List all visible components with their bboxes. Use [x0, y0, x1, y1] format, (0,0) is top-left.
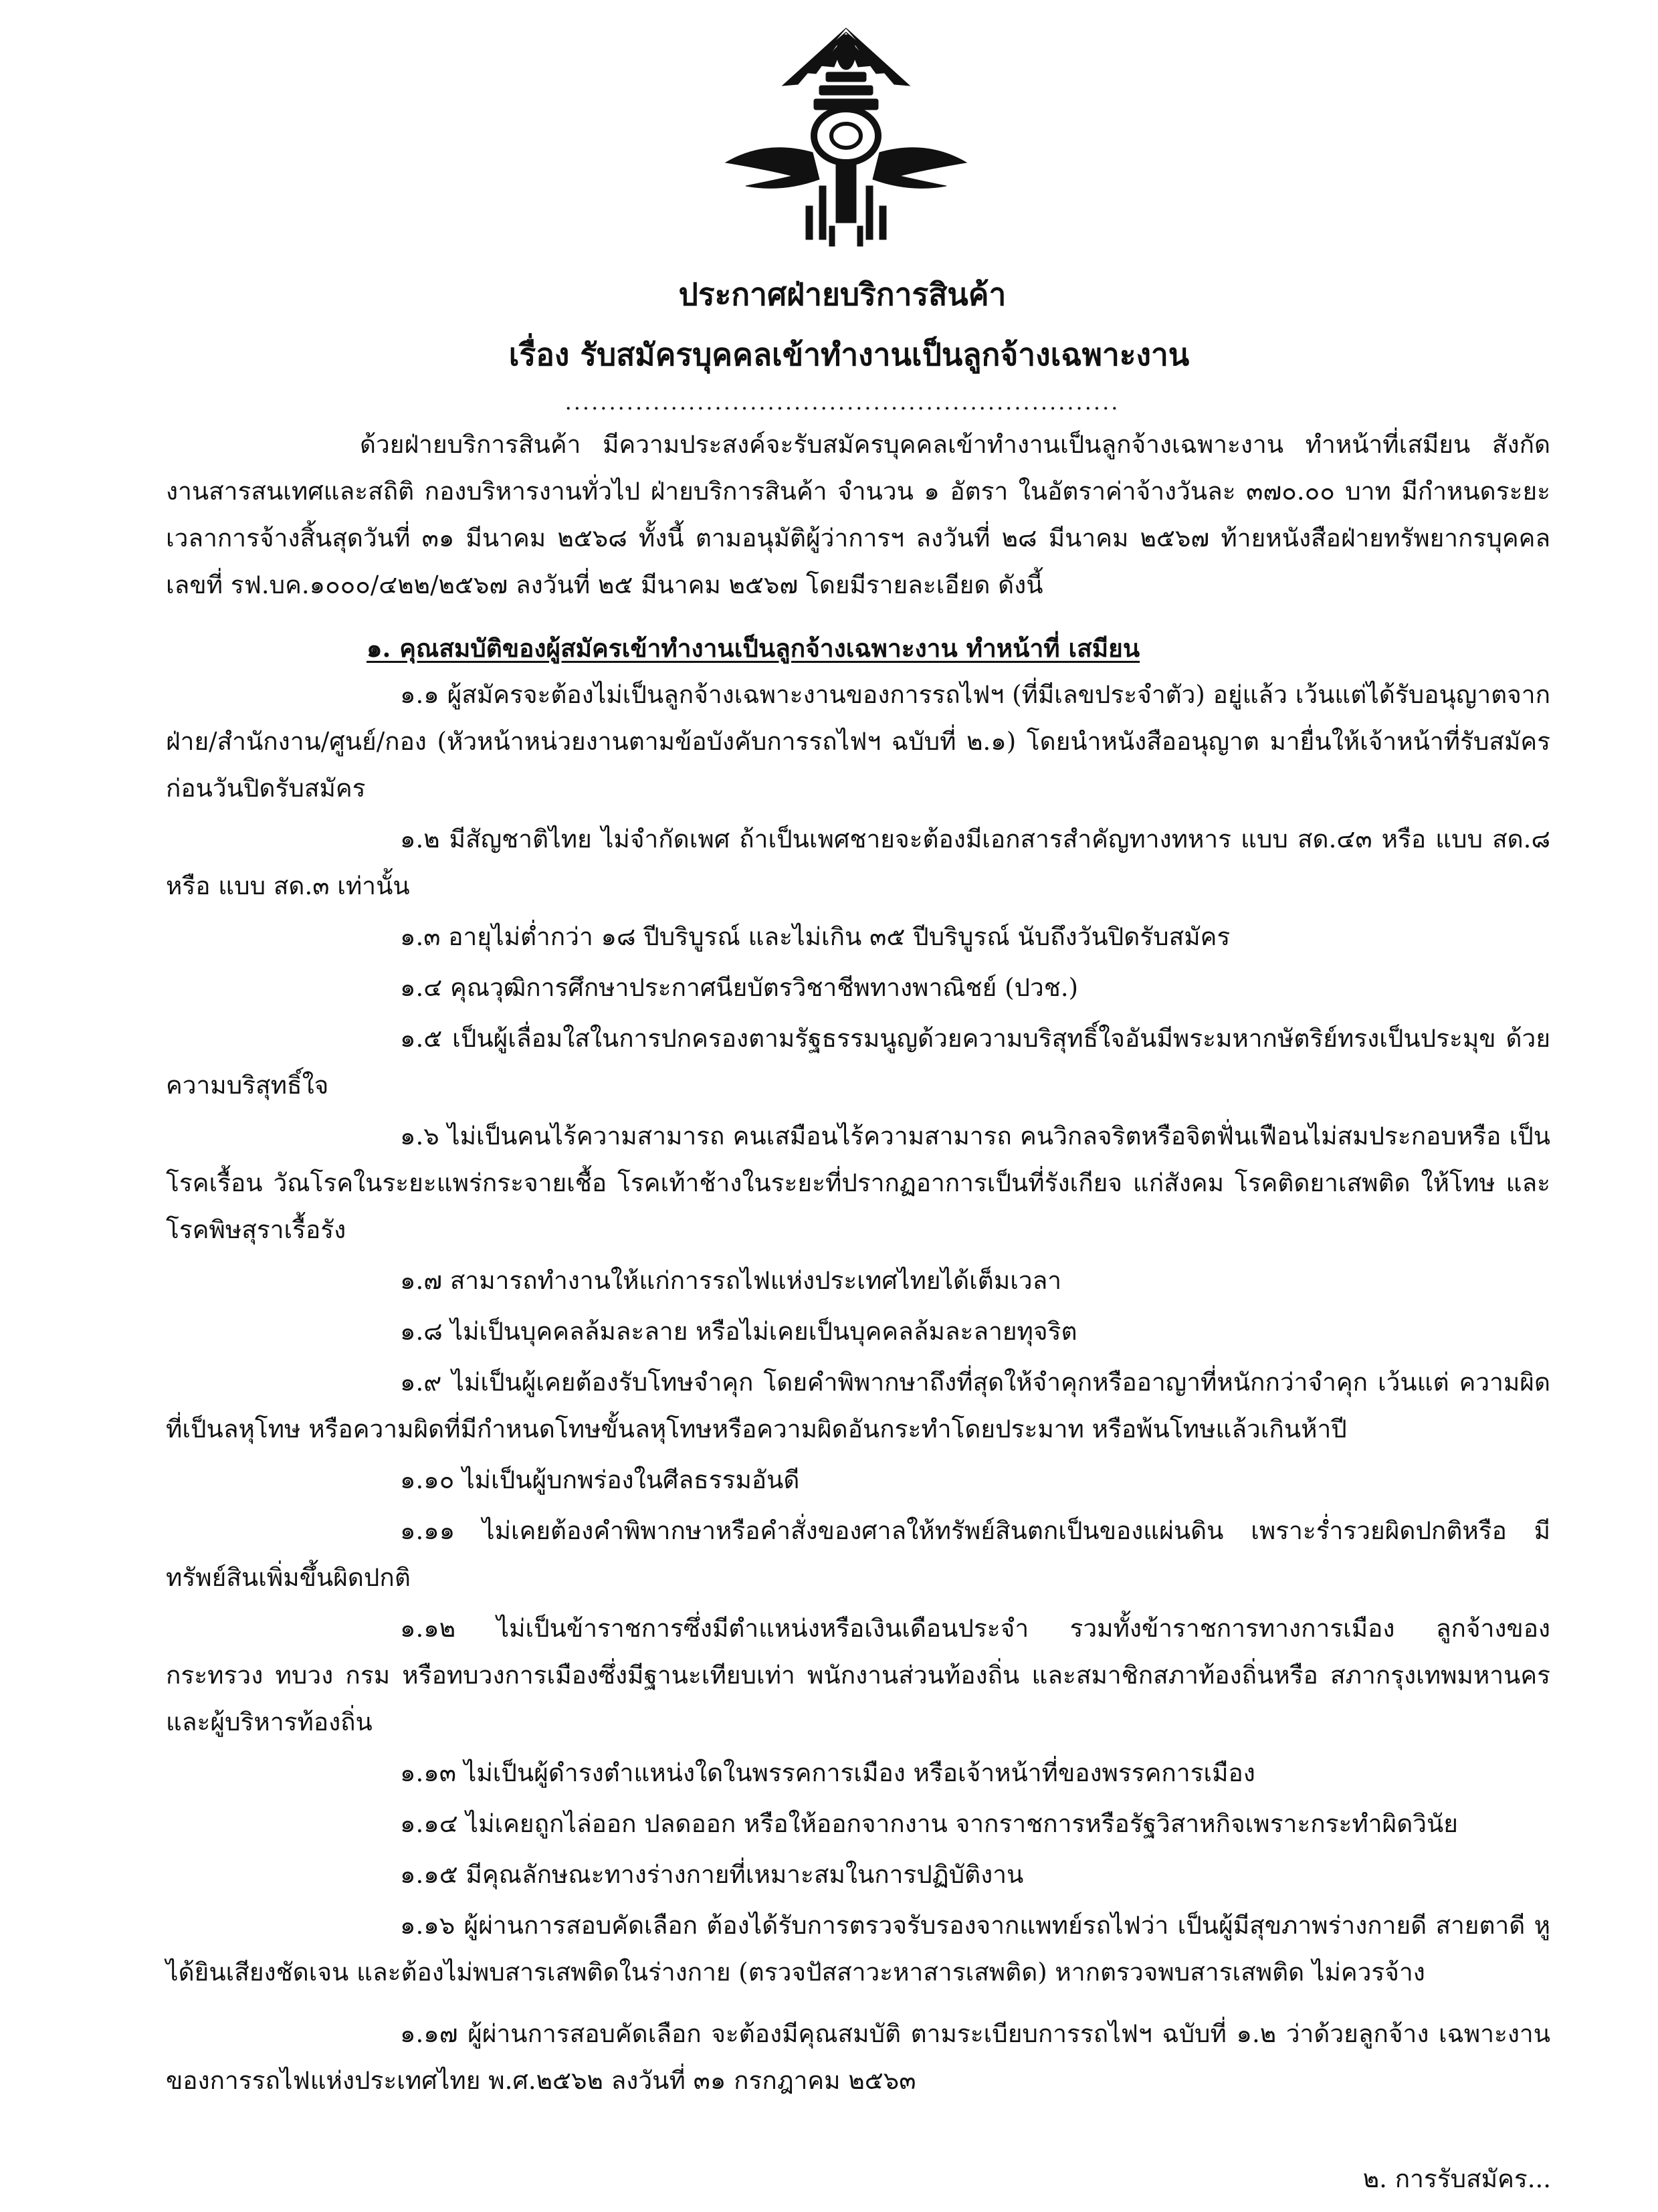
railway-emblem-icon — [719, 25, 973, 253]
announcement-body — [166, 421, 1550, 2108]
qualification-1-6: ๑.๖ ไม่เป็นคนไร้ความสามารถ คนเสมือนไร้ความสามารถ คนวิกลจริตหรือจิตฟั่นเฟือนไม่สมประกอบหรือ เป็นโรคเรื้อน วัณโรคในระยะแพร่กระจายเชื้อ โรคเท้าช้างในระยะที่ปรากฏอาการเป็นที่รังเกียจ แก่สังคม โรคติดยาเสพติด ให้โทษ และโรคพิษสุราเรื้อรัง — [166, 1122, 1550, 1244]
qualification-1-9: ๑.๙ ไม่เป็นผู้เคยต้องรับโทษจำคุก โดยคำพิพากษาถึงที่สุดให้จำคุกหรืออาญาที่หนักกว่าจำคุก เว้นแต่ ความผิดที่เป็นลหุโทษ หรือความผิดที่มีกำหนดโทษขั้นลหุโทษหรือความผิดอันกระทำโดยประมาท หรือพ้นโทษแล้วเกินห้าปี — [166, 1368, 1550, 1443]
qualification-1-2: ๑.๒ มีสัญชาติไทย ไม่จำกัดเพศ ถ้าเป็นเพศชายจะต้องมีเอกสารสำคัญทางทหาร แบบ สด.๔๓ หรือ แบบ สด.๘ หรือ แบบ สด.๓ เท่านั้น — [166, 825, 1550, 900]
qualification-1-3: ๑.๓ อายุไม่ต่ำกว่า ๑๘ ปีบริบูรณ์ และไม่เกิน ๓๕ ปีบริบูรณ์ นับถึงวันปิดรับสมัคร — [400, 922, 1231, 951]
qualification-1-12: ๑.๑๒ ไม่เป็นข้าราชการซึ่งมีตำแหน่งหรือเงินเดือนประจำ รวมทั้งข้าราชการทางการเมือง ลูกจ้างของ กระทรวง ทบวง กรม หรือทบวงการเมืองซึ่งมีฐานะเทียบเท่า พนักงานส่วนท้องถิ่น และสมาชิกสภาท้องถิ่นหรือ สภากรุงเทพมหานครและผู้บริหารท้องถิ่น — [166, 1614, 1550, 1736]
qualification-1-7: ๑.๗ สามารถทำงานให้แก่การรถไฟแห่งประเทศไทยได้เต็มเวลา — [400, 1266, 1062, 1295]
title-block — [0, 264, 1658, 415]
title-separator: ............................................................... — [564, 389, 1120, 415]
qualification-1-14: ๑.๑๔ ไม่เคยถูกไล่ออก ปลดออก หรือให้ออกจากงาน จากราชการหรือรัฐวิสาหกิจเพราะกระทำผิดวินัย — [400, 1809, 1458, 1838]
announcement-subject: เรื่อง รับสมัครบุคคลเข้าทำงานเป็นลูกจ้างเฉพาะงาน — [508, 336, 1190, 373]
qualification-1-13: ๑.๑๓ ไม่เป็นผู้ดำรงตำแหน่งใดในพรรคการเมือง หรือเจ้าหน้าที่ของพรรคการเมือง — [400, 1758, 1255, 1787]
qualification-1-8: ๑.๘ ไม่เป็นบุคคลล้มละลาย หรือไม่เคยเป็นบุคคลล้มละลายทุจริต — [400, 1317, 1077, 1346]
continued-next-page: ๒. การรับสมัคร... — [1362, 2165, 1551, 2193]
qualification-1-17: ๑.๑๗ ผู้ผ่านการสอบคัดเลือก จะต้องมีคุณสมบัติ ตามระเบียบการรถไฟฯ ฉบับที่ ๑.๒ ว่าด้วยลูกจ้าง เฉพาะงานของการรถไฟแห่งประเทศไทย พ.ศ.๒๕๖๒ ลงวันที่ ๓๑ กรกฎาคม ๒๕๖๓ — [166, 2019, 1550, 2095]
qualification-1-11: ๑.๑๑ ไม่เคยต้องคำพิพากษาหรือคำสั่งของศาลให้ทรัพย์สินตกเป็นของแผ่นดิน เพราะร่ำรวยผิดปกติหรือ มีทรัพย์สินเพิ่มขึ้นผิดปกติ — [166, 1516, 1550, 1592]
announcement-title: ประกาศฝ่ายบริการสินค้า — [678, 276, 1007, 312]
qualification-1-16: ๑.๑๖ ผู้ผ่านการสอบคัดเลือก ต้องได้รับการตรวจรับรองจากแพทย์รถไฟว่า เป็นผู้มีสุขภาพร่างกายดี สายตาดี หูได้ยินเสียงชัดเจน และต้องไม่พบสารเสพติดในร่างกาย (ตรวจปัสสาวะหาสารเสพติด) หากตรวจพบสารเสพติด ไม่ควรจ้าง — [166, 1911, 1550, 1987]
qualification-1-1: ๑.๑ ผู้สมัครจะต้องไม่เป็นลูกจ้างเฉพาะงานของการรถไฟฯ (ที่มีเลขประจำตัว) อยู่แล้ว เว้นแต่ได้รับอนุญาตจากฝ่าย/สำนักงาน/ศูนย์/กอง (หัวหน้าหน่วยงานตามข้อบังคับการรถไฟฯ ฉบับที่ ๒.๑) โดยนำหนังสืออนุญาต มายื่นให้เจ้าหน้าที่รับสมัครก่อนวันปิดรับสมัคร — [166, 680, 1551, 803]
intro-paragraph: ด้วยฝ่ายบริการสินค้า มีความประสงค์จะรับสมัครบุคคลเข้าทำงานเป็นลูกจ้างเฉพาะงาน ทำหน้าที่เสมียน สังกัดงานสารสนเทศและสถิติ กองบริหารงานทั่วไป ฝ่ายบริการสินค้า จำนวน ๑ อัตรา ในอัตราค่าจ้างวันละ ๓๗๐.๐๐ บาท มีกำหนดระยะเวลาการจ้างสิ้นสุดวันที่ ๓๑ มีนาคม ๒๕๖๘ ทั้งนี้ ตามอนุมัติผู้ว่าการฯ ลงวันที่ ๒๘ มีนาคม ๒๕๖๗ ท้ายหนังสือฝ่ายทรัพยากรบุคคล เลขที่ รฟ.บค.๑๐๐๐/๔๒๒/๒๕๖๗ ลงวันที่ ๒๕ มีนาคม ๒๕๖๗ โดยมีรายละเอียด ดังนี้ — [166, 430, 1550, 599]
qualification-1-5: ๑.๕ เป็นผู้เลื่อมใสในการปกครองตามรัฐธรรมนูญด้วยความบริสุทธิ์ใจอันมีพระมหากษัตริย์ทรงเป็นประมุข ด้วยความบริสุทธิ์ใจ — [166, 1024, 1550, 1100]
qualification-1-15: ๑.๑๕ มีคุณลักษณะทางร่างกายที่เหมาะสมในการปฏิบัติงาน — [400, 1860, 1024, 1889]
qualification-1-4: ๑.๔ คุณวุฒิการศึกษาประกาศนียบัตรวิชาชีพทางพาณิชย์ (ปวช.) — [400, 973, 1079, 1002]
qualification-1-10: ๑.๑๐ ไม่เป็นผู้บกพร่องในศีลธรรมอันดี — [400, 1466, 800, 1494]
section-1-heading: ๑. คุณสมบัติของผู้สมัครเข้าทำงานเป็นลูกจ้างเฉพาะงาน ทำหน้าที่ เสมียน — [367, 633, 1140, 663]
